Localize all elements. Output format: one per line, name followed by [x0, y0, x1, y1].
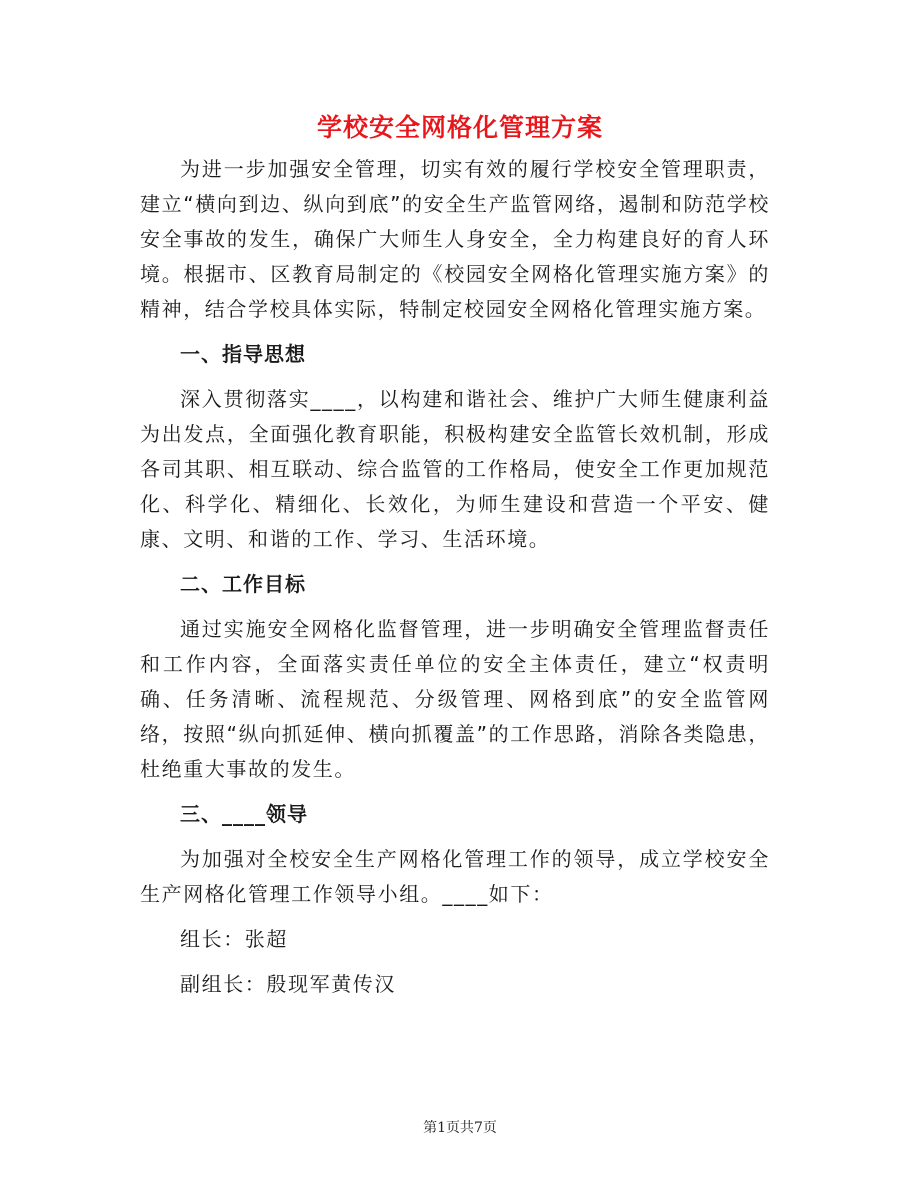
section-heading-work-goals: 二、工作目标 [180, 572, 306, 596]
section-heading-leadership: 三、____领导 [180, 802, 308, 826]
section-heading-guiding-ideology: 一、指导思想 [180, 342, 306, 366]
section-paragraph-leadership: 为加强对全校安全生产网格化管理工作的领导，成立学校安全生产网格化管理工作领导小组。____如下： [140, 847, 770, 906]
page-indicator: 第1页共7页 [423, 1120, 497, 1136]
deputy-leader-line: 副组长：殷现军黄传汉 [180, 972, 396, 996]
section-paragraph-guiding-ideology: 深入贯彻落实____，以构建和谐社会、维护广大师生健康利益为出发点，全面强化教育职能，积极构建安全监管长效机制，形成各司其职、相互联动、综合监管的工作格局，使安全工作更加规范化、科学化、精细化、长效化，为师生建设和营造一个平安、健康、文明、和谐的工作、学习、生活环境。 [140, 387, 770, 551]
document-body [140, 152, 770, 1012]
document-title: 学校安全网格化管理方案 [316, 113, 603, 142]
section-paragraph-work-goals: 通过实施安全网格化监督管理，进一步明确安全管理监督责任和工作内容，全面落实责任单位的安全主体责任，建立“权责明确、任务清晰、流程规范、分级管理、网格到底”的安全监管网络，按照“纵向抓延伸、横向抓覆盖”的工作思路，消除各类隐患，杜绝重大事故的发生。 [140, 617, 770, 781]
intro-paragraph: 为进一步加强安全管理，切实有效的履行学校安全管理职责，建立“横向到边、纵向到底”的安全生产监管网络，遏制和防范学校安全事故的发生，确保广大师生人身安全，全力构建良好的育人环境。根据市、区教育局制定的《校园安全网格化管理实施方案》的精神，结合学校具体实际，特制定校园安全网格化管理实施方案。 [140, 157, 770, 321]
leader-line: 组长：张超 [180, 927, 288, 951]
